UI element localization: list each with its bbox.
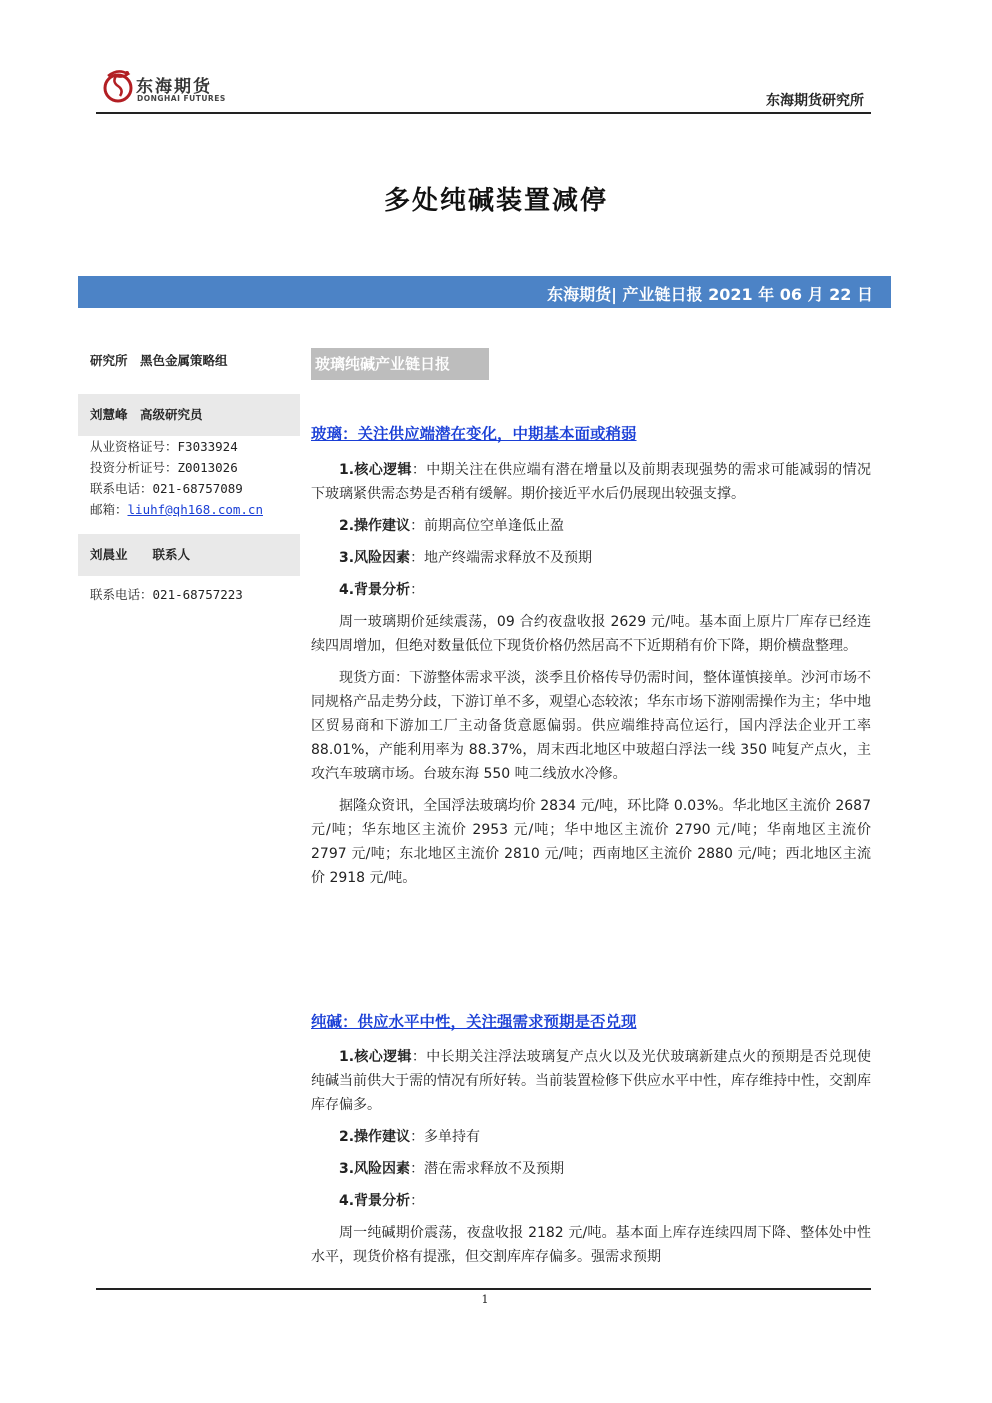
company-logo <box>100 66 230 110</box>
sidebar-phone-2: 联系电话：021-68757223 <box>90 587 243 602</box>
soda-paragraph-1: 周一纯碱期价震荡，夜盘收报 2182 元/吨。基本面上库存连续四周下降、整体处中性水平，现货价格有提涨，但交割库库存偏多。强需求预期 <box>311 1225 871 1265</box>
footer-divider <box>96 1288 871 1290</box>
soda-heading[interactable]: 纯碱：供应水平中性，关注强需求预期是否兑现 <box>311 1013 637 1031</box>
sidebar-phone-1: 联系电话：021-68757089 <box>90 481 243 496</box>
banner-text: 东海期货| 产业链日报 2021 年 06 月 22 日 <box>547 285 873 304</box>
header-divider <box>96 112 871 114</box>
sidebar-email: 邮箱：liuhf@qh168.com.cn <box>90 502 263 517</box>
document-title: 多处纯碱装置减停 <box>383 186 608 216</box>
glass-paragraph-3: 据隆众资讯，全国浮法玻璃均价 2834 元/吨，环比降 0.03%。华北地区主流价 2687 元/吨；华东地区主流价 2953 元/吨；华中地区主流价 2790 元/吨；华南地区主流价 2797 元/吨；东北地区主流价 2810 元/吨；西南地区主流价 2880 元/吨；西北地区主流价 2918 元/吨。 <box>311 798 871 886</box>
logo-english-text: DONGHAI FUTURES <box>137 94 226 103</box>
report-banner <box>78 276 891 308</box>
sidebar-analyst-2: 刘晨业 联系人 <box>78 534 300 576</box>
header-institute: 东海期货研究所 <box>766 93 864 109</box>
glass-paragraph-1: 周一玻璃期价延续震荡，09 合约夜盘收报 2629 元/吨。基本面上原片厂库存已经连续四周增加，但绝对数量低位下现货价格仍然居高不下近期稍有价下降，期价横盘整理。 <box>311 614 871 654</box>
email-link[interactable]: liuhf@qh168.com.cn <box>127 502 263 517</box>
sidebar-cert-2: 投资分析证号：Z0013026 <box>90 460 238 475</box>
logo-chinese-text: 东海期货 <box>136 77 212 97</box>
dragon-logo-icon <box>100 66 136 106</box>
glass-paragraph-2: 现货方面：下游整体需求平淡，淡季且价格传导仍需时间，整体谨慎接单。沙河市场不同规格产品走势分歧，下游订单不多，观望心态较浓；华东市场下游刚需操作为主；华中地区贸易商和下游加工厂主动备货意愿偏弱。供应端维持高位运行，国内浮法企业开工率 88.01%，产能利用率为 88.37%，周末西北地区中玻超白浮法一线 350 吨复产点火，主攻汽车玻璃市场。台玻东海 550 吨二线放水冷修。 <box>311 670 871 782</box>
soda-content: 1.核心逻辑：中长期关注浮法玻璃复产点火以及光伏玻璃新建点火的预期是否兑现使纯碱当前供大于需的情况有所好转。当前装置检修下供应水平中性，库存维持中性，交割库库存偏多。 2.操作建议：多单持有 3.风险因素：潜在需求释放不及预期 4.背景分析： 周一纯碱期价震荡，夜盘收报 2182 元/吨。基本面上库存连续四周下降、整体处中性水平，现货价格有提涨，但交割库库存偏多。强需求预期 <box>311 1045 871 1269</box>
section-tab: 玻璃纯碱产业链日报 <box>311 348 489 380</box>
sidebar-cert-1: 从业资格证号：F3033924 <box>90 439 238 454</box>
page-number: 1 <box>481 1293 489 1306</box>
sidebar-team: 研究所 黑色金属策略组 <box>78 340 300 382</box>
glass-heading[interactable]: 玻璃：关注供应端潜在变化，中期基本面或稍弱 <box>311 425 637 443</box>
sidebar-analyst-1: 刘慧峰 高级研究员 <box>78 394 300 436</box>
glass-content: 1.核心逻辑：中期关注在供应端有潜在增量以及前期表现强势的需求可能减弱的情况下玻璃紧供需态势是否稍有缓解。期价接近平水后仍展现出较强支撑。 2.操作建议：前期高位空单逢低止盈 3.风险因素：地产终端需求释放不及预期 4.背景分析： 周一玻璃期价延续震荡，09 合约夜盘收报 2629 元/吨。基本面上原片厂库存已经连续四周增加，但绝对数量低位下现货价格仍然居高不下近期稍有价下降，期价横盘整理。 现货方面：下游整体需求平淡，淡季且价格传导仍需时间，整体谨慎接单。沙河市场不同规格产品走势分歧，下游订单不多，观望心态较浓；华东市场下游刚需操作为主；华中地区贸易商和下游加工厂主动备货意愿偏弱。供应端维持高位运行，国内浮法企业开工率 88.01%，产能利用率为 88.37%，周末西北地区中玻超白浮法一线 350 吨复产点火，主攻汽车玻璃市场。台玻东海 550 吨二线放水冷修。 据隆众资讯，全国浮法玻璃均价 2834 元/吨，环比降 0.03%。华北地区主流价 2687 元/吨；华东地区主流价 2953 元/吨；华中地区主流价 2790 元/吨；华南地区主流价 2797 元/吨；东北地区主流价 2810 元/吨；西南地区主流价 2880 元/吨；西北地区主流价 2918 元/吨。 <box>311 458 871 890</box>
author-sidebar <box>78 340 300 605</box>
